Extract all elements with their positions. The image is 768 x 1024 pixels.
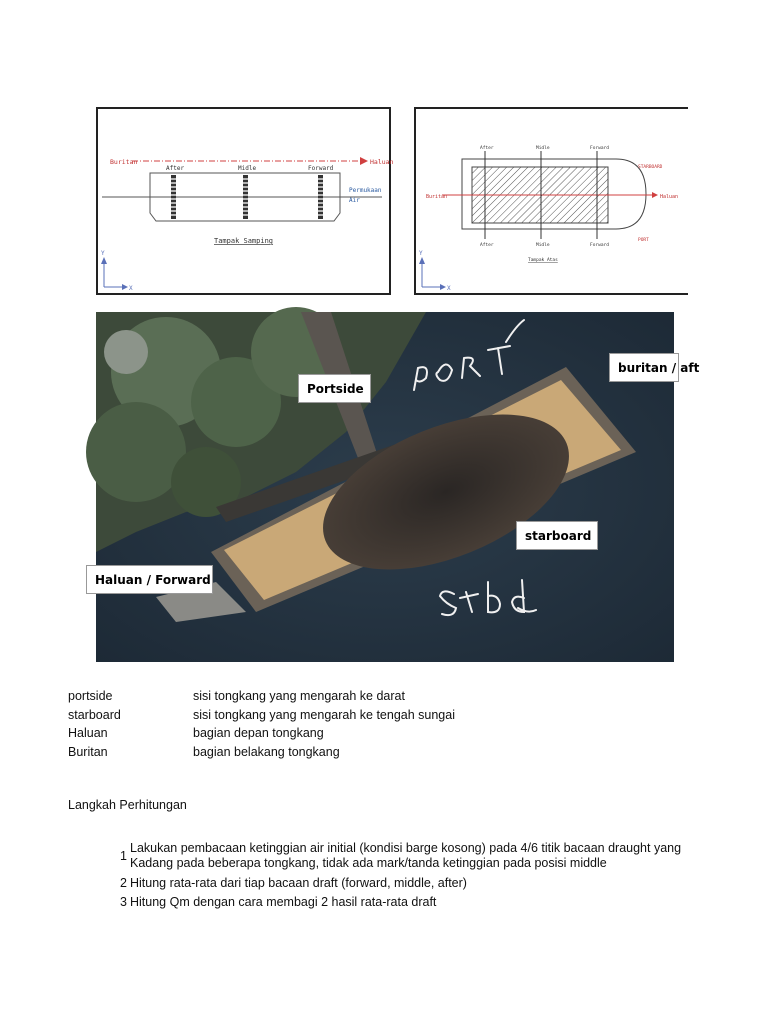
side-water-label-2: Air (349, 197, 360, 204)
side-mark-after: After (166, 165, 185, 172)
top-view-diagram (414, 107, 688, 295)
top-axis-y: Y (419, 250, 423, 257)
top-mark-forward-bottom: Forward (590, 243, 609, 248)
top-port-label: PORT (638, 238, 649, 243)
side-axis-x: X (129, 285, 133, 292)
side-view-drawing (98, 109, 394, 293)
step-2 (120, 875, 690, 893)
term: portside (68, 689, 113, 703)
side-mark-forward: Forward (308, 165, 334, 172)
side-water-label-1: Permukaan (349, 187, 382, 194)
top-arrow-left-label: Buritan (426, 194, 448, 200)
top-arrow-right-label: Haluan (660, 194, 679, 200)
top-mark-middle-bottom: Midle (536, 243, 550, 248)
top-mark-forward-top: Forward (590, 146, 609, 151)
term: Buritan (68, 745, 108, 759)
side-arrow-left-label: Buritan (110, 158, 138, 166)
step-number: 3 (120, 895, 127, 909)
term-definition: sisi tongkang yang mengarah ke tengah sungai (193, 708, 455, 722)
aerial-photo-drawing (96, 312, 674, 662)
term-definition: bagian belakang tongkang (193, 745, 340, 759)
label-buritan-aft: buritan / aft (609, 353, 679, 382)
step-number: 1 (120, 849, 127, 863)
term-definition: sisi tongkang yang mengarah ke darat (193, 689, 405, 703)
term: Haluan (68, 726, 108, 740)
side-caption: Tampak Samping (214, 237, 274, 245)
side-mark-middle: Midle (238, 165, 257, 172)
step-3 (120, 894, 690, 912)
side-arrow-right-label: Haluan (370, 158, 394, 166)
side-view-diagram (96, 107, 394, 295)
step-text-line-1: Lakukan pembacaan ketinggian air initial (kondisi barge kosong) pada 4/6 titik bacaan draught yang (130, 841, 682, 855)
label-haluan-forward: Haluan / Forward (86, 565, 213, 594)
step-text: Hitung rata-rata dari tiap bacaan draft (forward, middle, after) (130, 876, 467, 890)
top-view-drawing (416, 109, 688, 293)
top-axis-x: X (447, 285, 451, 292)
top-caption: Tampak Atas (528, 258, 558, 263)
step-1 (120, 840, 690, 872)
top-starboard-label: STARBOARD (638, 165, 663, 170)
label-portside: Portside (298, 374, 371, 403)
top-mark-after-top: After (480, 146, 494, 151)
aerial-barge-photo (95, 312, 700, 662)
step-text-line-2: Kadang pada beberapa tongkang, tidak ada mark/tanda ketinggian pada posisi middle (130, 856, 607, 870)
label-starboard: starboard (516, 521, 598, 550)
side-axis-y: Y (101, 250, 105, 257)
term: starboard (68, 708, 121, 722)
term-definition: bagian depan tongkang (193, 726, 324, 740)
top-mark-after-bottom: After (480, 243, 494, 248)
step-number: 2 (120, 876, 127, 890)
top-mark-middle-top: Midle (536, 146, 550, 151)
step-text: Hitung Qm dengan cara membagi 2 hasil rata-rata draft (130, 895, 437, 909)
steps-title: Langkah Perhitungan (68, 798, 187, 812)
